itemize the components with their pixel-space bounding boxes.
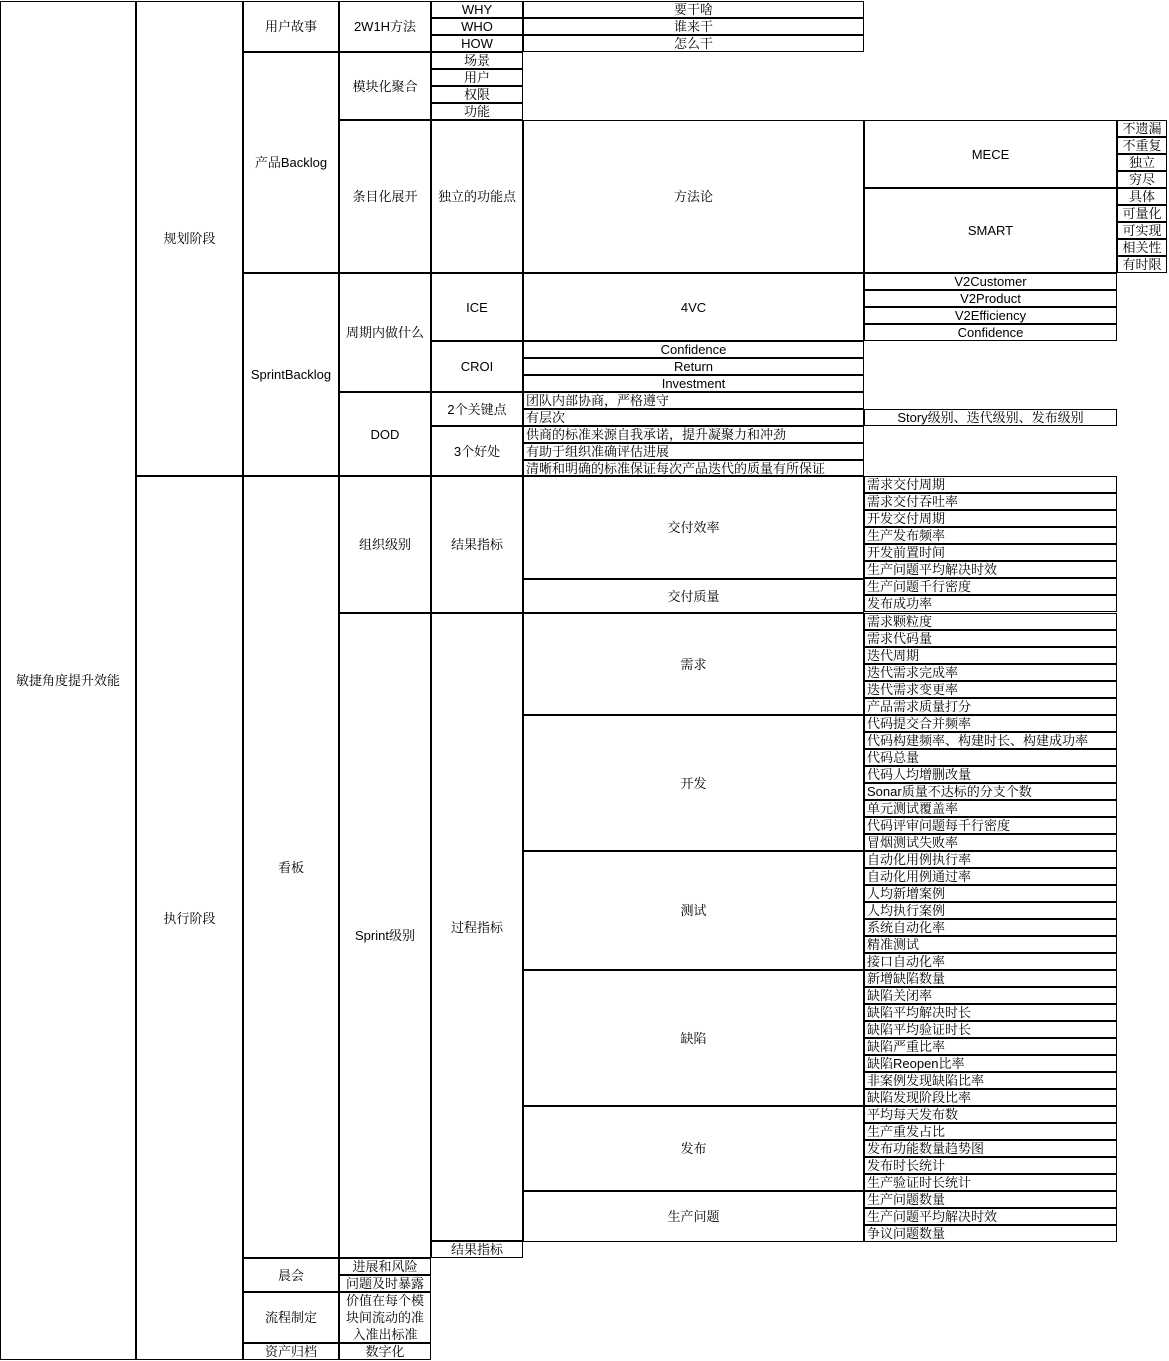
metric-item: 缺陷Reopen比率: [864, 1055, 1117, 1072]
metric-group-cell: 生产问题: [523, 1191, 864, 1242]
metric-item: 生产问题千行密度: [864, 578, 1117, 595]
smart-item: 相关性: [1117, 239, 1167, 256]
standup-item: 进展和风险: [339, 1258, 431, 1275]
what-in-cycle-cell: 周期内做什么: [339, 273, 431, 392]
benefit-item: 有助于组织准确评估进展: [523, 443, 864, 460]
smart-item: 具体: [1117, 188, 1167, 205]
standup-item: 问题及时暴露: [339, 1275, 431, 1292]
metric-group-cell: 发布: [523, 1106, 864, 1191]
how-cell: HOW: [431, 35, 523, 52]
ice-cell: ICE: [431, 273, 523, 341]
modular-item-permission: 权限: [431, 86, 523, 103]
metric-item: 系统自动化率: [864, 919, 1117, 936]
why-cell: WHY: [431, 1, 523, 18]
metric-group-cell: 开发: [523, 715, 864, 851]
metric-group-cell: 测试: [523, 851, 864, 970]
mece-item: 独立: [1117, 154, 1167, 171]
asset-archive-value-cell: 数字化: [339, 1343, 431, 1360]
metric-item: 需求交付吞吐率: [864, 493, 1117, 510]
metric-item: 单元测试覆盖率: [864, 800, 1117, 817]
itemized-expansion-cell: 条目化展开: [339, 120, 431, 273]
metric-item: 生产问题数量: [864, 1191, 1117, 1208]
2w1h-method-cell: 2W1H方法: [339, 1, 431, 52]
croi-item: Investment: [523, 375, 864, 392]
metric-item: 自动化用例执行率: [864, 851, 1117, 868]
4vc-item: V2Efficiency: [864, 307, 1117, 324]
metric-item: 精准测试: [864, 936, 1117, 953]
org-level-cell: 组织级别: [339, 476, 431, 613]
metric-item: 代码构建频率、构建时长、构建成功率: [864, 732, 1117, 749]
metric-item: 缺陷发现阶段比率: [864, 1089, 1117, 1106]
smart-cell: SMART: [864, 188, 1117, 273]
smart-item: 有时限: [1117, 256, 1167, 273]
root-cell: 敏捷角度提升效能: [0, 1, 136, 1360]
metric-group-cell: 需求: [523, 613, 864, 715]
metric-item: 生产问题平均解决时效: [864, 1208, 1117, 1225]
who-value-cell: 谁来干: [523, 18, 864, 35]
sprint-backlog-cell: SprintBacklog: [243, 273, 339, 476]
sprint-level-cell: Sprint级别: [339, 613, 431, 1258]
process-definition-cell: 流程制定: [243, 1292, 339, 1343]
kanban-cell: 看板: [243, 476, 339, 1258]
metric-item: 非案例发现缺陷比率: [864, 1072, 1117, 1089]
croi-item: Confidence: [523, 341, 864, 358]
mece-item: 不重复: [1117, 137, 1167, 154]
metric-item: 产品需求质量打分: [864, 698, 1117, 715]
who-cell: WHO: [431, 18, 523, 35]
metric-item: 发布功能数量趋势图: [864, 1140, 1117, 1157]
modular-item-function: 功能: [431, 103, 523, 120]
metric-item: 迭代周期: [864, 647, 1117, 664]
metric-item: 需求代码量: [864, 630, 1117, 647]
metric-item: 缺陷平均验证时长: [864, 1021, 1117, 1038]
smart-item: 可实现: [1117, 222, 1167, 239]
metric-item: 缺陷严重比率: [864, 1038, 1117, 1055]
metric-item: 代码总量: [864, 749, 1117, 766]
modular-aggregation-cell: 模块化聚合: [339, 52, 431, 120]
4vc-item: V2Product: [864, 290, 1117, 307]
execution-stage-cell: 执行阶段: [136, 476, 243, 1360]
standup-cell: 晨会: [243, 1258, 339, 1292]
metric-item: 需求颗粒度: [864, 613, 1117, 630]
methodology-cell: 方法论: [523, 120, 864, 273]
key-points-cell: 2个关键点: [431, 392, 523, 426]
metric-item: 发布成功率: [864, 595, 1117, 612]
dod-cell: DOD: [339, 392, 431, 476]
modular-item-user: 用户: [431, 69, 523, 86]
metric-item: 自动化用例通过率: [864, 868, 1117, 885]
mece-item: 穷尽: [1117, 171, 1167, 188]
metric-item: 代码人均增删改量: [864, 766, 1117, 783]
independent-feature-cell: 独立的功能点: [431, 120, 523, 273]
asset-archive-cell: 资产归档: [243, 1343, 339, 1360]
metric-group-cell: 缺陷: [523, 970, 864, 1106]
metric-item: 平均每天发布数: [864, 1106, 1117, 1123]
4vc-cell: 4VC: [523, 273, 864, 341]
dod-levels-cell: Story级别、迭代级别、发布级别: [864, 409, 1117, 426]
user-story-cell: 用户故事: [243, 1, 339, 52]
metric-item: 代码评审问题每千行密度: [864, 817, 1117, 834]
process-definition-value-cell: 价值在每个模块间流动的准入准出标准: [339, 1292, 431, 1343]
process-metrics-cell: 过程指标: [431, 613, 523, 1241]
croi-cell: CROI: [431, 341, 523, 392]
metric-item: Sonar质量不达标的分支个数: [864, 783, 1117, 800]
metric-item: 代码提交合并频率: [864, 715, 1117, 732]
metric-item: 缺陷关闭率: [864, 987, 1117, 1004]
planning-stage-cell: 规划阶段: [136, 1, 243, 476]
metric-item: 接口自动化率: [864, 953, 1117, 970]
croi-item: Return: [523, 358, 864, 375]
4vc-item: Confidence: [864, 324, 1117, 341]
product-backlog-cell: 产品Backlog: [243, 52, 339, 273]
metric-item: 生产重发占比: [864, 1123, 1117, 1140]
metric-item: 生产问题平均解决时效: [864, 561, 1117, 578]
metric-item: 开发交付周期: [864, 510, 1117, 527]
sprint-result-metrics-cell: 结果指标: [431, 1241, 523, 1258]
key-point-item: 有层次: [523, 409, 864, 426]
modular-item-scene: 场景: [431, 52, 523, 69]
metric-item: 发布时长统计: [864, 1157, 1117, 1174]
mece-cell: MECE: [864, 120, 1117, 188]
smart-item: 可量化: [1117, 205, 1167, 222]
benefit-item: 供商的标准来源自我承诺，提升凝聚力和冲劲: [523, 426, 864, 443]
metric-item: 人均新增案例: [864, 885, 1117, 902]
benefits-cell: 3个好处: [431, 426, 523, 476]
how-value-cell: 怎么干: [523, 35, 864, 52]
why-value-cell: 要干啥: [523, 1, 864, 18]
metric-item: 迭代需求完成率: [864, 664, 1117, 681]
metric-item: 开发前置时间: [864, 544, 1117, 561]
metric-item: 冒烟测试失败率: [864, 834, 1117, 851]
metric-item: 争议问题数量: [864, 1225, 1117, 1242]
metric-item: 迭代需求变更率: [864, 681, 1117, 698]
metric-item: 缺陷平均解决时长: [864, 1004, 1117, 1021]
org-result-metrics-cell: 结果指标: [431, 476, 523, 613]
metric-item: 生产发布频率: [864, 527, 1117, 544]
metric-item: 人均执行案例: [864, 902, 1117, 919]
key-point-item: 团队内部协商，严格遵守: [523, 392, 864, 409]
metric-item: 新增缺陷数量: [864, 970, 1117, 987]
metric-item: 生产验证时长统计: [864, 1174, 1117, 1191]
4vc-item: V2Customer: [864, 273, 1117, 290]
mece-item: 不遗漏: [1117, 120, 1167, 137]
delivery-quality-cell: 交付质量: [523, 579, 864, 613]
metric-item: 需求交付周期: [864, 476, 1117, 493]
delivery-efficiency-cell: 交付效率: [523, 476, 864, 579]
benefit-item: 清晰和明确的标准保证每次产品迭代的质量有所保证: [523, 460, 864, 476]
